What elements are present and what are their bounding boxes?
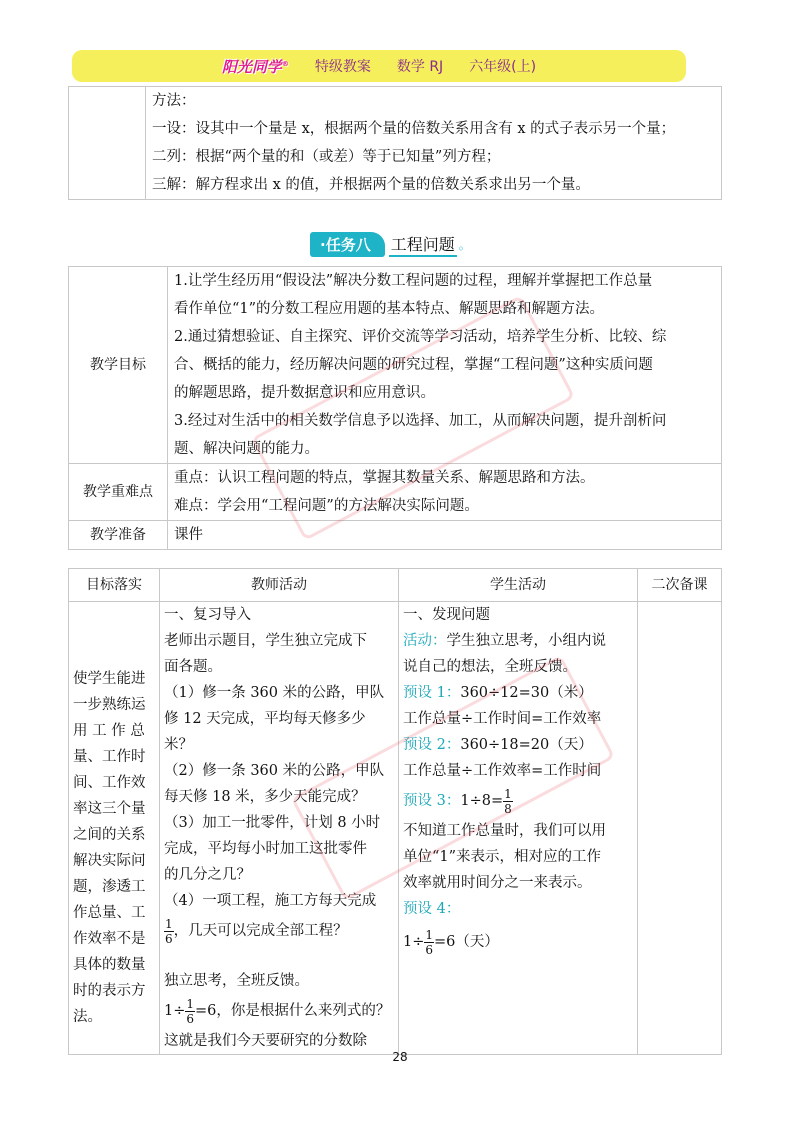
student-frac-line: 1÷ $\frac{1}{6}$ =6（天） (403, 927, 499, 957)
method-content (146, 87, 722, 200)
method-line: 二列：根据“两个量的和（或差）等于已知量”列方程； (152, 149, 501, 165)
student-line: 效率就用时间分之一来表示。 (403, 875, 592, 891)
goal-label: 教学目标 (69, 267, 168, 464)
fraction: $\frac{1}{6}$ (186, 996, 195, 1026)
key-line: 难点：学会用“工程问题”的方法解决实际问题。 (174, 498, 479, 514)
teacher-line: （1）修一条 360 米的公路，甲队 (164, 685, 385, 701)
teacher-line: 米？ (164, 737, 193, 753)
header-grade: 六年级(上) (469, 59, 537, 75)
key-label: 教学重难点 (69, 464, 168, 521)
target-line: 率这三个量 (73, 801, 146, 817)
teacher-calc-line: 1÷ $\frac{1}{6}$ =6，你是根据什么来列式的？ (164, 996, 391, 1026)
student-line: 说自己的想法，全班反馈。 (403, 659, 577, 675)
fraction: $\frac{1}{6}$ (165, 916, 173, 946)
teacher-line: （3）加工一批零件，计划 8 小时 (164, 815, 381, 831)
method-line: 一设：设其中一个量是 x，根据两个量的倍数关系用含有 x 的式子表示另一个量； (152, 121, 676, 137)
teacher-line: （2）修一条 360 米的公路，甲队 (164, 763, 385, 779)
method-table (68, 86, 722, 200)
target-line: 量、工作时 (73, 749, 146, 765)
goals-table (68, 266, 722, 550)
student-line: 不知道工作总量时，我们可以用 (403, 823, 606, 839)
target-line: 一步熟练运 (73, 697, 146, 713)
method-line: 方法： (152, 93, 196, 109)
notes-cell (638, 602, 722, 1055)
goal-line: 1.让学生经历用“假设法”解决分数工程问题的过程，理解并掌握把工作总量 (174, 273, 653, 289)
teacher-line: 独立思考，全班反馈。 (164, 973, 309, 989)
target-line: 使学生能进 (73, 671, 146, 687)
teacher-line: 每天修 18 米，多少天能完成？ (164, 789, 366, 805)
student-cell (399, 602, 638, 1055)
task-title (310, 232, 471, 257)
teacher-blank-line (164, 948, 394, 968)
student-line: 预设 1：360÷12=30（米） (403, 685, 593, 701)
target-line: 之间的关系 (73, 827, 146, 843)
target-cell (69, 602, 160, 1055)
method-line: 三解：解方程求出 x 的值，并根据两个量的倍数关系求出另一个量。 (152, 177, 590, 193)
col-header-notes: 二次备课 (638, 569, 722, 602)
target-line: 作效率不是 (73, 931, 146, 947)
target-line: 具体的数量 (73, 957, 146, 973)
goal-line: 2.通过猜想验证、自主探究、评价交流等学习活动，培养学生分析、比较、综 (174, 329, 667, 345)
goal-line: 合、概括的能力，经历解决问题的研究过程，掌握“工程问题”这种实质问题 (174, 357, 653, 373)
activity-table (68, 568, 722, 1055)
student-line: 工作总量÷工作效率=工作时间 (403, 763, 602, 779)
brand-logo: 阳光同学® (221, 57, 289, 76)
teacher-line: 完成，平均每小时加工这批零件 (164, 841, 367, 857)
teacher-line: 的几分之几？ (164, 867, 251, 883)
key-line: 重点：认识工程问题的特点，掌握其数量关系、解题思路和方法。 (174, 470, 595, 486)
teacher-line: 修 12 天完成，平均每天修多少 (164, 711, 366, 727)
student-line: 工作总量÷工作时间=工作效率 (403, 711, 602, 727)
teacher-cell (160, 602, 399, 1055)
goal-line: 的解题思路，提升数据意识和应用意识。 (174, 385, 435, 401)
teacher-line: 一、复习导入 (164, 607, 251, 623)
student-line: 预设 2：360÷18=20（天） (403, 737, 593, 753)
prep-label: 教学准备 (69, 521, 168, 550)
page-number: 28 (392, 1050, 408, 1064)
col-header-teacher: 教师活动 (160, 569, 399, 602)
task-dot: 。 (458, 238, 471, 252)
task-heading: 工程问题 (389, 232, 457, 257)
target-line: 题，渗透工 (73, 879, 146, 895)
student-line: 活动：学生独立思考，小组内说 (403, 633, 606, 649)
col-header-target: 目标落实 (69, 569, 160, 602)
teacher-line: 这就是我们今天要研究的分数除 (164, 1033, 367, 1049)
target-line: 间、工作效 (73, 775, 146, 791)
teacher-line: 老师出示题目，学生独立完成下 (164, 633, 367, 649)
goal-line: 看作单位“1”的分数工程应用题的基本特点、解题思路和解题方法。 (174, 301, 605, 317)
student-line: 预设 4： (403, 901, 461, 917)
teacher-line: （4）一项工程，施工方每天完成 (164, 893, 377, 909)
target-line: 法。 (73, 1009, 102, 1025)
fraction: $\frac{1}{8}$ (504, 786, 512, 816)
goal-line: 3.经过对生活中的相关数学信息予以选择、加工，从而解决问题，提升剖析问 (174, 413, 667, 429)
teacher-frac-line: $\frac{1}{6}$ ，几天可以完成全部工程？ (165, 916, 348, 946)
page-header (72, 50, 686, 82)
teacher-line: 面各题。 (164, 659, 222, 675)
fraction: $\frac{1}{6}$ (425, 927, 434, 957)
student-line: 一、发现问题 (403, 607, 490, 623)
student-line: 单位“1”来表示，相对应的工作 (403, 849, 602, 865)
goal-content (168, 267, 722, 464)
goal-line: 题、解决问题的能力。 (174, 441, 319, 457)
task-tag: ·任务八 (310, 232, 385, 257)
student-frac-line: 预设 3：1÷8= $\frac{1}{8}$ (403, 786, 512, 816)
target-line: 解决实际问 (73, 853, 146, 869)
header-subject: 数学 RJ (396, 59, 444, 75)
target-line: 时的表示方 (73, 983, 146, 999)
col-header-student: 学生活动 (399, 569, 638, 602)
header-book-type: 特级教案 (314, 59, 371, 75)
target-line: 作总量、工 (73, 905, 146, 921)
method-left-cell (69, 87, 146, 200)
prep-value: 课件 (168, 521, 722, 550)
key-content (168, 464, 722, 521)
target-line: 用 工 作 总 (73, 723, 145, 739)
